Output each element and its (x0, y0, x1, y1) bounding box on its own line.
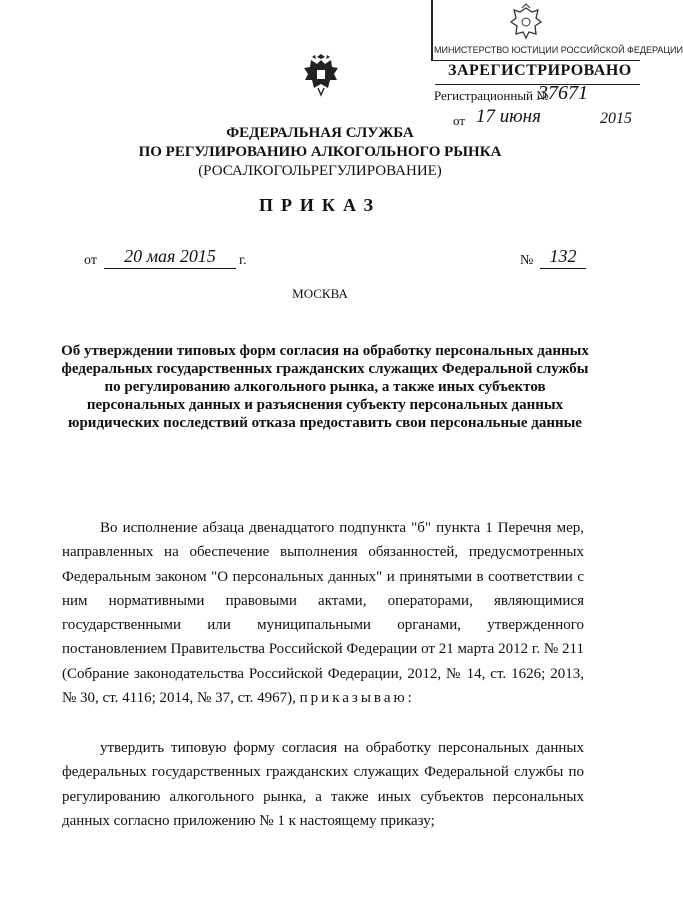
stamp-registered: ЗАРЕГИСТРИРОВАНО (448, 62, 632, 79)
order-year-suffix: г. (239, 253, 247, 268)
agency-name-line1: ФЕДЕРАЛЬНАЯ СЛУЖБА (226, 125, 414, 141)
paragraph-1-text: Во исполнение абзаца двенадцатого подпункта "б" пункта 1 Перечня мер, направленных на обеспечение выполнения обязанностей, предусмотренных Федеральным законом "О персональных данных" и принятыми в соответствии с ним нормативными правовыми актами, операторами, являющимися государственными или муниципальными органами, утвержденного постановлением Правительства Российской Федерации от 21 марта 2012 г. № 211 (Собрание законодательства Российской Федерации, 2012, № 14, ст. 1626; 2013, № 30, ст. 4116; 2014, № 37, ст. 4967), (62, 520, 584, 707)
stamp-date-label: от (453, 113, 466, 128)
paragraph-2: утвердить типовую форму согласия на обработку персональных данных федеральных государственных гражданских служащих Федеральной службы по регулированию алкогольного рынка, а также иных субъектов персональных данных согласно приложению № 1 к настоящему приказу; (62, 740, 584, 829)
stamp-ministry: МИНИСТЕРСТВО ЮСТИЦИИ РОССИЙСКОЙ ФЕДЕРАЦИИ (434, 45, 683, 55)
paragraph-1 (62, 516, 584, 710)
order-number-handwritten: 132 (540, 244, 586, 269)
state-emblem-icon (302, 54, 340, 96)
agency-short-name: (РОСАЛКОГОЛЬРЕГУЛИРОВАНИЕ) (198, 163, 442, 179)
stamp-date-value: 17 июня (476, 106, 541, 127)
order-date-handwritten: 20 мая 2015 (104, 244, 236, 269)
stamp-year-suffix: 2015 (600, 110, 632, 127)
city: МОСКВА (292, 286, 348, 301)
agency-name-line2: ПО РЕГУЛИРОВАНИЮ АЛКОГОЛЬНОГО РЫНКА (138, 144, 502, 160)
order-date-label: от (84, 253, 97, 268)
command-word: приказываю: (299, 690, 415, 707)
document-title: Об утверждении типовых форм согласия на обработку персональных данных федеральных государственных гражданских служащих Федеральной службы по регулированию алкогольного рынка, а также иных субъектов персональных данных и разъяснения субъекту персональных данных юридических последствий отказа предоставить свои персональные данные (61, 343, 589, 431)
order-number-label: № (520, 253, 534, 268)
document-type: ПРИКАЗ (258, 195, 382, 215)
stamp-reg-number-label: Регистрационный № (434, 88, 549, 103)
ministry-emblem-icon (508, 4, 544, 42)
stamp-reg-number-value: 37671 (538, 82, 588, 104)
